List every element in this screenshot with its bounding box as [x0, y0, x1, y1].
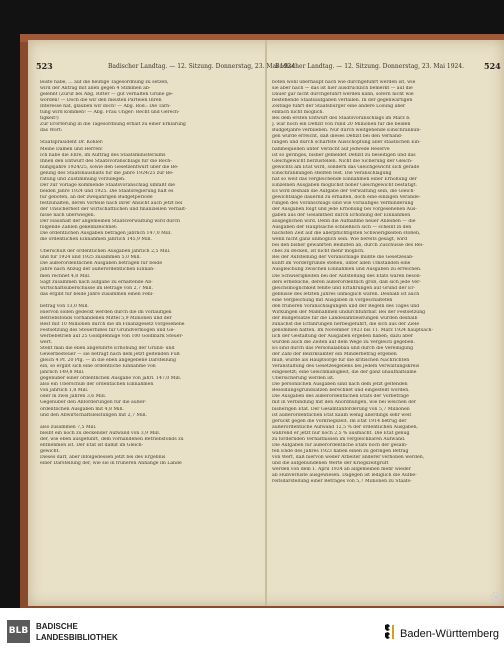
text-line: gaben aus der Gesamtheit durch Erhöhung der Einnahmen — [272, 213, 411, 219]
text-line: gelung des Staatshaushalts für die Jahre 1924/25 zur Be- — [40, 170, 174, 176]
text-line: werden von dem 1. April 1924 ab allgemeinen mehr wieder — [272, 467, 411, 472]
text-line: genommen hatten. Im November 1923 bis 11. März 1924 hauptsäch- — [272, 327, 434, 333]
text-line: eine Vergleichung mit Ausgaben in vorgeschalteten — [272, 297, 393, 303]
text-line: Gewerbesteuer — sie beträgt nach dem jetzt geltenden Fuß — [40, 352, 180, 358]
text-line: Die Aufgaben für außerordentliche Etats noch der gesam- — [272, 442, 408, 448]
right-page-number: 524 — [484, 61, 501, 71]
text-line: lungen und durch schärfste Ausschöpfung aller staatlichen Ein- — [272, 140, 421, 146]
text-line: Ich habe die Ehre, im Auftrag des Staatsministeriums — [40, 152, 166, 158]
text-line: zunächst die Erfahrungen herbeigeführt, die sich aus der Ziele — [272, 321, 420, 327]
text-line: Die außerordentlichen Ausgaben betragen für beide — [40, 261, 163, 267]
text-line: ches zu decken, ist nicht mehr möglich. — [272, 249, 365, 255]
text-line: men rechnet 4,8 Mill. — [40, 273, 91, 279]
text-line: Einschränkungen stellten fest. Die Veranschlagung — [272, 170, 392, 176]
text-line: den früheren Voranschlagungen und der Regeln des Tages und — [272, 303, 420, 309]
text-line: Rest mit 10 Millionen durch die im Finanzgesetz vorgesehene — [40, 321, 185, 327]
text-line: Hiervon sollen gedeckt werden durch die im vorläufigen — [40, 309, 172, 315]
text-line: wurden auch die Zeiten auf dem Wege zu Vergleich gegeben. — [272, 340, 415, 346]
text-line: gegenüber einer ordentlichen Ausgabe von jährl. 147,0 Mill. — [40, 376, 182, 382]
state-name: Baden-Württemberg — [400, 628, 500, 640]
text-line: sie aber nach — das ist hier ausdrücklich bemerkt — auf die — [272, 86, 413, 92]
text-line: Sagt zusammen nach aufgabe zu erhaltende Ab- — [40, 279, 153, 285]
text-line: boten wohl überhaupt nach wie durchgeführt werden ist, wie — [272, 80, 416, 85]
text-line: ist außerordentlichen Etat kaum wenig allerdings sehr weit — [272, 412, 412, 418]
text-line: Der Haushalt der allgemeinen Staatsverwaltung wird durch — [40, 219, 180, 225]
text-line: gewichtslage dauernd zu erhalten, doch eine einzigen Verände- — [272, 194, 421, 200]
text-line: während er jetzt nur noch 2,5 % ausmacht. Die Etat genug — [272, 430, 410, 436]
text-line: Es sind durch das Personalabbau und durch die Vereinigung — [272, 346, 414, 352]
text-line: eingesetzt; eine Gleichmäßigkeit, die der ganz unaufhaltsame — [272, 370, 417, 376]
text-line: Besoldungsgrundsätzen berechnet und eingestellt worden. — [272, 388, 410, 394]
text-line: Die persönlichen Ausgaben sind nach dem jetzt geltenden — [272, 382, 408, 388]
text-line: Gegenüber den Anforderungen für die außer- — [40, 400, 147, 406]
text-line: ab Hubverluste ausgewiesen. Dagegen ist lediglich die Aufbe- — [272, 473, 417, 479]
text-line: J. war noch ein Defizit von rund 20 Millionen für die beiden — [272, 122, 411, 128]
text-line: Staatspräsident Dr. Köhler: — [40, 140, 104, 146]
text-line: gewichts am Etat wird, sondern das Gleichgewicht sich gerade — [272, 164, 420, 170]
text-line: das ergibt für beide Jahre zusammen einen Fehl- — [40, 291, 154, 297]
text-line: gerückt gegen die Vorkriegszeit. Im Etat 1914 betrug der — [272, 418, 407, 424]
text-line: also ein Überschuß der ordentlichen Einnahmen — [40, 382, 154, 388]
text-line: nisse nach überwiegen. — [40, 213, 96, 219]
text-line: nungsjahre 1924/25, sowie den Gesetzentwurf über die Be- — [40, 164, 179, 170]
left-page-number: 523 — [36, 61, 53, 71]
text-line: Bei dem ersten Entwurf des Staatsvoranschlags im März b. — [272, 116, 411, 122]
text-line: Dieses darf, aber infolgedessen jetzt bei des Ergebnis — [40, 454, 166, 460]
text-line: oder in zwei Jahren 3,6 Mill. — [40, 394, 107, 400]
left-running-header: Badischer Landtag. — 12. Sitzung. Donnerstag, 23. Mai 1924. — [108, 63, 298, 70]
text-line: wird der Antrag mit allen gegen 4 Stimmen ab- — [40, 86, 151, 92]
text-line: der Zahl der Bezirksämter ein Minderbetrag ergeben — [272, 352, 397, 358]
text-line: ausgeglichen wird. Denn die Aufnahme neuer Anleihen — die — [272, 219, 416, 225]
text-line: Ausgleichung zwischen Einnahmen und Ausgaben zu erreichen. — [272, 267, 422, 273]
text-line: hat so weit das vergleichende Einnahmen einer Erhöhung der — [272, 176, 417, 182]
text-line: Meine Damen und Herren! — [40, 146, 103, 152]
text-line: Ausgaben der Hauptsache schließlich sich — scheint in den — [272, 225, 412, 231]
text-line: nächsten Zeit auf die allerpflichtigsten Schwierigkeiten stoßen, — [272, 231, 421, 237]
text-line: Stellt man die eben angeführte Erhöhung der Grund- und — [40, 346, 175, 352]
text-line: entnehmen ist. Der Etat ist damit im Gleich- — [40, 442, 144, 448]
text-line: Überschuß der ordentlichen Ausgaben jährlich 2,5 Mill. — [40, 249, 171, 255]
text-line: wert. — [40, 340, 53, 346]
text-line: Betriebsfonds vorhandenen Mittel 5,9 Millionen und der — [40, 315, 172, 321]
text-line: einfach nicht möglich. — [272, 110, 324, 116]
text-line: Interesse hat, glauben wir doch! — Abg. Rod.: Die Tarn- — [40, 104, 171, 110]
text-line: Die Ausgaben des außerordentlichen Etats der Vorbetrage — [272, 394, 409, 400]
text-line: bei den bisher gewährten Beihilfen ab, durch Zuschüsse des Rei- — [272, 243, 424, 249]
text-line: Der zur Vorlage kommende Staatsvoranschlag umfaßt die — [40, 182, 176, 188]
text-line: Festsetzung des Steuerfußes für Grundvermögen und Ge- — [40, 327, 175, 333]
right-running-header: Badischer Landtag. — 12. Sitzung. Donnerstag, 23. Mai 1924. — [275, 63, 465, 70]
text-line: Einzelnen Ausgaben möglichst hoher Gleichgewicht bestätigt. — [272, 182, 418, 188]
text-line: bleibt ein noch zu deckender Aufwand von 3,9 Mill. — [40, 430, 161, 436]
text-line: ordentlichen Ausgaben mit 4,8 Mill. — [40, 406, 124, 412]
text-line: also zusammen 7,5 Mill. — [40, 424, 97, 430]
settings-icon[interactable] — [489, 590, 503, 604]
text-line: betrag von 13,0 Mill. — [40, 303, 89, 309]
text-line: gebnisse des letzten Jahres unmöglich waren. Deshalb ist auch — [272, 291, 420, 297]
text-line: Budgetjahre verblieben. Nur durch weitgehende Einschränkun- — [272, 128, 421, 134]
text-line: Die Schwierigkeiten bei der Aufstellung des Etats waren beson- — [272, 273, 422, 279]
text-line: jährlich 149,8 Mill. — [40, 370, 85, 376]
state-coat-of-arms-icon — [382, 623, 396, 641]
text-line: Die ordentlichen Ausgaben betragen jährlich 147,0 Mill. — [40, 231, 172, 237]
text-line: der Unsicherheit der wirtschaftlichen und finanziellen Verhält- — [40, 206, 187, 212]
text-line: der Ausgaben folgt und jede Erhöhung bei vorgesehenen Aus- — [272, 206, 417, 212]
text-line: ders erhebliche, deren außerordentlich groß, daß sich jede Ver- — [272, 279, 421, 285]
text-line: Ihnen den Entwurf des Staatsvoranschlags für die Rech- — [40, 158, 172, 164]
text-line: Dauer gar nicht durchgeführt werden kann, sofern nicht wie — [272, 92, 414, 98]
text-line: lich der Gestaltung der Ausgaben ergeben haben; dazu aber — [272, 333, 414, 339]
page-gutter — [265, 40, 267, 606]
text-line: für geboten, an der zweijährigen Budgetperiode — [40, 194, 153, 200]
text-line: einer Darstellung der, wie sie in früheren Anhänge im Lande — [40, 460, 182, 466]
text-line: festzuhalten, deren Vorteile nach ihrer Ansicht auch jetzt bei — [40, 200, 183, 206]
text-line: Zeitlage führt der Staatsbürger eine andere Lösung aber — [272, 104, 406, 110]
text-line: gleichsmöglichkeit fehlte und Erfahrungen auf Grund der Er- — [272, 285, 416, 291]
text-line: bisherigen Etat. Der Gesamtanforderung von 5,7 Millionen — [272, 406, 410, 412]
text-line: und die aufgebundenen Werte der Kriegszeitgruft — [272, 460, 389, 466]
text-line: der, wie eben ausgeführt, dem vorhandenen Betriebsfonds zu — [40, 436, 184, 442]
text-line: das Wort: — [40, 128, 63, 134]
left-page-text-column — [40, 80, 262, 467]
text-line: außerordentliche Aufwand 12,5 % der ordentlichen Ausgaben, — [272, 424, 419, 430]
text-line: folgende Zahlen gekennzeichnet: — [40, 225, 118, 231]
text-line: und für 1924 und 1925 zusammen 5,0 Mill. — [40, 255, 141, 261]
text-line: gen wurde erreicht, daß dieses Defizit bei den Verhand- — [272, 134, 403, 140]
library-name-line2: LANDESBIBLIOTHEK — [36, 633, 118, 642]
text-line: der Budgetsätze für die Landesamtleistungen wurden deshalb — [272, 315, 418, 321]
text-line: ten Ende des Jahres 1923 haben einen zu geringen Betrag — [272, 448, 409, 454]
text-line: Gleichgewicht herzustellen. Nicht die Sicherung der Gleich- — [272, 158, 413, 164]
text-line: Jahre nach Abzug der außerordentlichen Einnah- — [40, 267, 155, 273]
text-line: von jährlich 1,8 Mill. — [40, 388, 89, 394]
text-line: mit in Verbindung mit den Anordnungen, wie bei welchen der — [272, 400, 417, 406]
right-page-text-column — [272, 80, 494, 485]
text-line: von Wert, daß hiervon weder Arbeiter anderer verhoben werden, — [272, 454, 425, 460]
text-line: muß, wurde als Hauptsorge für die kritischen Nachrichten — [272, 358, 410, 364]
text-line: reitsdarstellung einer Betrages von 5,7 Millionen zu Staats- — [272, 479, 412, 485]
text-line: gleich 4 Pf. 20 Pfg. — in die eben angegebene Darstellung — [40, 358, 176, 364]
text-line: bestehende Staatsaufgaben verfallen. In der gegenwärtigen — [272, 98, 413, 104]
text-line: worden! — Doch die wir den meisten Parteien Ihren — [40, 98, 162, 104]
text-line: zu fördernden Verhältnissen im vergleichbaren Aufwand. — [272, 436, 406, 442]
text-line: Wirkungen der Maßnahmen undurchführbar. Bei der Festsetzung — [272, 309, 426, 315]
text-line: wenn nicht ganz unmöglich sein. Wie bereits gesagt, wird — [272, 237, 408, 243]
text-line: tung wird kommen! — Abg. Frau Unger: Recht und Gerech- — [40, 110, 180, 116]
text-line: tigkeit!) — [40, 116, 59, 122]
text-line: wirtschaftsüberschüsse im Betrage von 2,7 Mill. — [40, 285, 153, 291]
text-line: werbebetrieb auf 25 Goldpfennige von 100 Goldmark Steuer- — [40, 333, 184, 339]
text-line: Übersicherung werden ist. — [272, 376, 335, 382]
text-line: gewicht. — [40, 448, 60, 454]
text-line: Es wird deshalb die Aufgabe der Verwaltung sein, die Gleich- — [272, 188, 415, 194]
blb-logo[interactable]: BLB — [7, 620, 30, 643]
text-line: ein, so ergibt sich eine ordentliche Einnahme von — [40, 364, 156, 370]
text-line: rungen des Voranschlags sind wie vorläufiges Verminderung — [272, 200, 414, 206]
text-line: Bei der Aufstellung der Voranschläge mußte die Gesetzesab- — [272, 255, 414, 261]
text-line: Veranstaltung des Gesetzesgebens bei jedem Verwaltungskreis — [272, 364, 420, 370]
text-line: beiden Jahre 1924 und 1925. Die Staatsregierung hält es — [40, 188, 174, 194]
text-line: kunft im Vordergrunde stehen, unter allen Umständen eine — [272, 261, 411, 267]
text-line: Zur Erörterung in die Tagesordnung erhält zu einer Erklärung — [40, 122, 186, 128]
text-line: und den Abwirtschaftsleistungen mit 2,7 Mill. — [40, 412, 147, 418]
text-line: ist so geringes, bisher gemeldet Defizit zu beseitigen und das — [272, 152, 416, 158]
text-line: die ordentlichen Einnahmen jährlich 145,9 Mill. — [40, 237, 152, 243]
library-name-line1: BADISCHE — [36, 622, 78, 631]
text-line: leiste habe, ... auf die heutige Tagesordnung zu setzen, — [40, 80, 169, 85]
text-line: nahmequellen unter Verzicht auf jedwede Reserve — [272, 146, 390, 152]
text-line: ratung und Zustimmung vorzulegen. — [40, 176, 126, 182]
text-line: gelehnt (Zuruf bei Abg. Ritter — gut verhalten Grüne ge- — [40, 92, 174, 98]
